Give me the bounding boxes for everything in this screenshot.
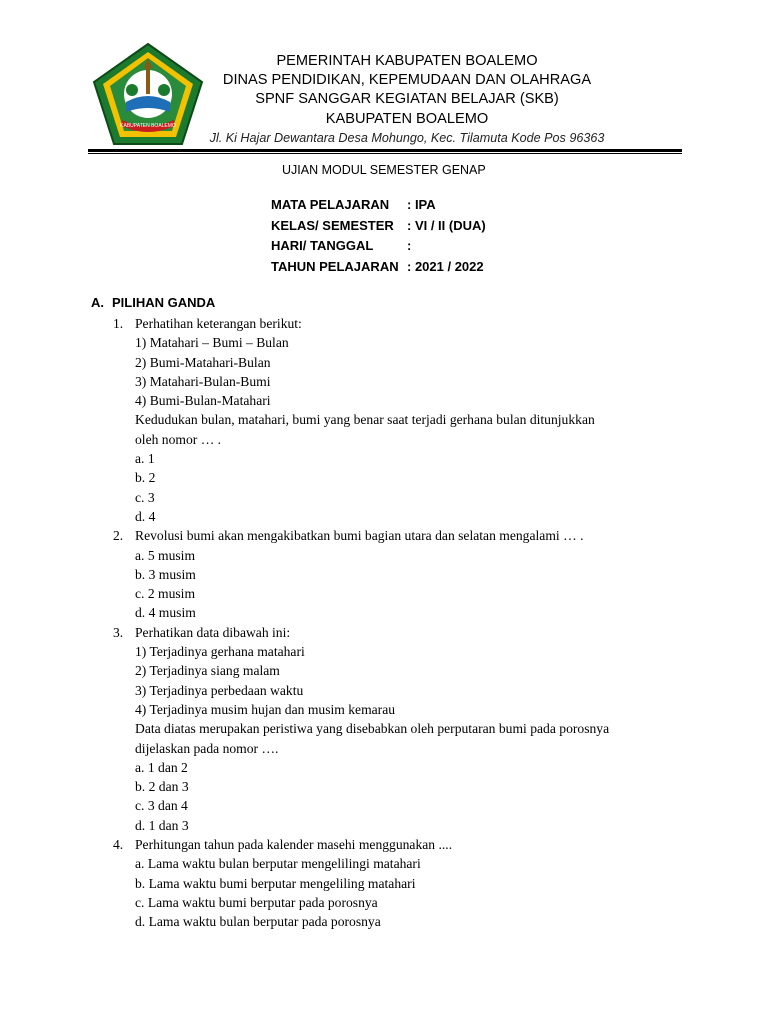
question-line: d. Lama waktu bulan berputar pada porosnya (135, 914, 381, 930)
header-address: Jl. Ki Hajar Dewantara Desa Mohungo, Kec. Tilamuta Kode Pos 96363 (209, 130, 605, 145)
section-number: A. (91, 295, 104, 310)
question-line: 4) Terjadinya musim hujan dan musim kemarau (135, 701, 396, 717)
question-item (113, 835, 673, 931)
question-item (113, 623, 673, 835)
question-number: 4. (113, 837, 124, 853)
question-line: 1) Terjadinya gerhana matahari (135, 644, 305, 660)
question-line: a. 5 musim (135, 547, 196, 563)
question-item (113, 314, 673, 526)
letterhead (200, 52, 614, 147)
section-title: PILIHAN GANDA (112, 295, 216, 310)
section-heading (91, 295, 215, 310)
header-line-1: PEMERINTAH KABUPATEN BOALEMO (276, 53, 538, 69)
question-line: Kedudukan bulan, matahari, bumi yang benar saat terjadi gerhana bulan ditunjukkan (135, 412, 595, 428)
meta-row-year (271, 257, 486, 278)
question-line: a. 1 dan 2 (135, 759, 188, 775)
question-line: b. Lama waktu bumi berputar mengeliling matahari (135, 875, 416, 891)
question-line: c. 2 musim (135, 586, 196, 602)
question-line: Perhatihan keterangan berikut: (135, 316, 302, 331)
question-line: 2) Terjadinya siang malam (135, 663, 280, 679)
kabupaten-boalemo-emblem-icon (92, 42, 204, 146)
question-number: 3. (113, 624, 124, 640)
question-line: a. 1 (135, 451, 155, 467)
question-line: b. 3 musim (135, 566, 196, 582)
meta-value: : VI / II (DUA) (407, 217, 486, 233)
meta-label: HARI/ TANGGAL (271, 238, 374, 253)
question-list (113, 314, 673, 932)
question-line: a. Lama waktu bulan berputar mengelilingi matahari (135, 856, 421, 872)
question-line: 2) Bumi-Matahari-Bulan (135, 354, 271, 370)
question-line: 3) Matahari-Bulan-Bumi (135, 373, 271, 389)
question-number: 2. (113, 528, 124, 544)
question-line: d. 4 musim (135, 605, 196, 621)
question-line: b. 2 (135, 470, 156, 486)
question-line: c. Lama waktu bumi berputar pada porosnya (135, 894, 378, 910)
question-line: Perhatikan data dibawah ini: (135, 624, 291, 640)
meta-label: TAHUN PELAJARAN (271, 258, 399, 274)
question-line: c. 3 dan 4 (135, 798, 188, 814)
logo-text: KABUPATEN BOALEMO (120, 123, 176, 129)
meta-value: : (407, 238, 412, 253)
question-line: oleh nomor … . (135, 431, 222, 447)
question-line: c. 3 (135, 489, 155, 505)
question-line: Data diatas merupakan peristiwa yang disebabkan oleh perputaran bumi pada porosnya (135, 721, 610, 737)
meta-label: KELAS/ SEMESTER (271, 217, 394, 233)
question-line: b. 2 dan 3 (135, 779, 189, 795)
exam-meta (271, 195, 486, 277)
meta-row-class (271, 216, 486, 237)
meta-row-subject (271, 195, 486, 216)
meta-label: MATA PELAJARAN (271, 197, 390, 212)
header-line-2: DINAS PENDIDIKAN, KEPEMUDAAN DAN OLAHRAGA (222, 72, 592, 89)
question-line: d. 1 dan 3 (135, 817, 189, 833)
question-line: 3) Terjadinya perbedaan waktu (135, 682, 304, 698)
header-divider-thick (88, 149, 682, 152)
question-line: dijelaskan pada nomor …. (135, 740, 279, 756)
question-line: d. 4 (135, 508, 156, 524)
question-item (113, 526, 673, 622)
meta-row-date (271, 236, 486, 257)
question-line: Perhitungan tahun pada kalender masehi menggunakan .... (135, 837, 453, 853)
question-line: 1) Matahari – Bumi – Bulan (135, 335, 289, 351)
question-line: Revolusi bumi akan mengakibatkan bumi bagian utara dan selatan mengalami … . (135, 528, 584, 544)
header-line-4: KABUPATEN BOALEMO (325, 110, 489, 127)
exam-title: UJIAN MODUL SEMESTER GENAP (282, 163, 486, 177)
meta-value: : 2021 / 2022 (407, 258, 484, 274)
header-divider-thin (88, 153, 682, 154)
question-line: 4) Bumi-Bulan-Matahari (135, 393, 271, 409)
question-number: 1. (113, 316, 124, 331)
meta-value: : IPA (407, 197, 436, 212)
header-line-3: SPNF SANGGAR KEGIATAN BELAJAR (SKB) (255, 91, 559, 108)
